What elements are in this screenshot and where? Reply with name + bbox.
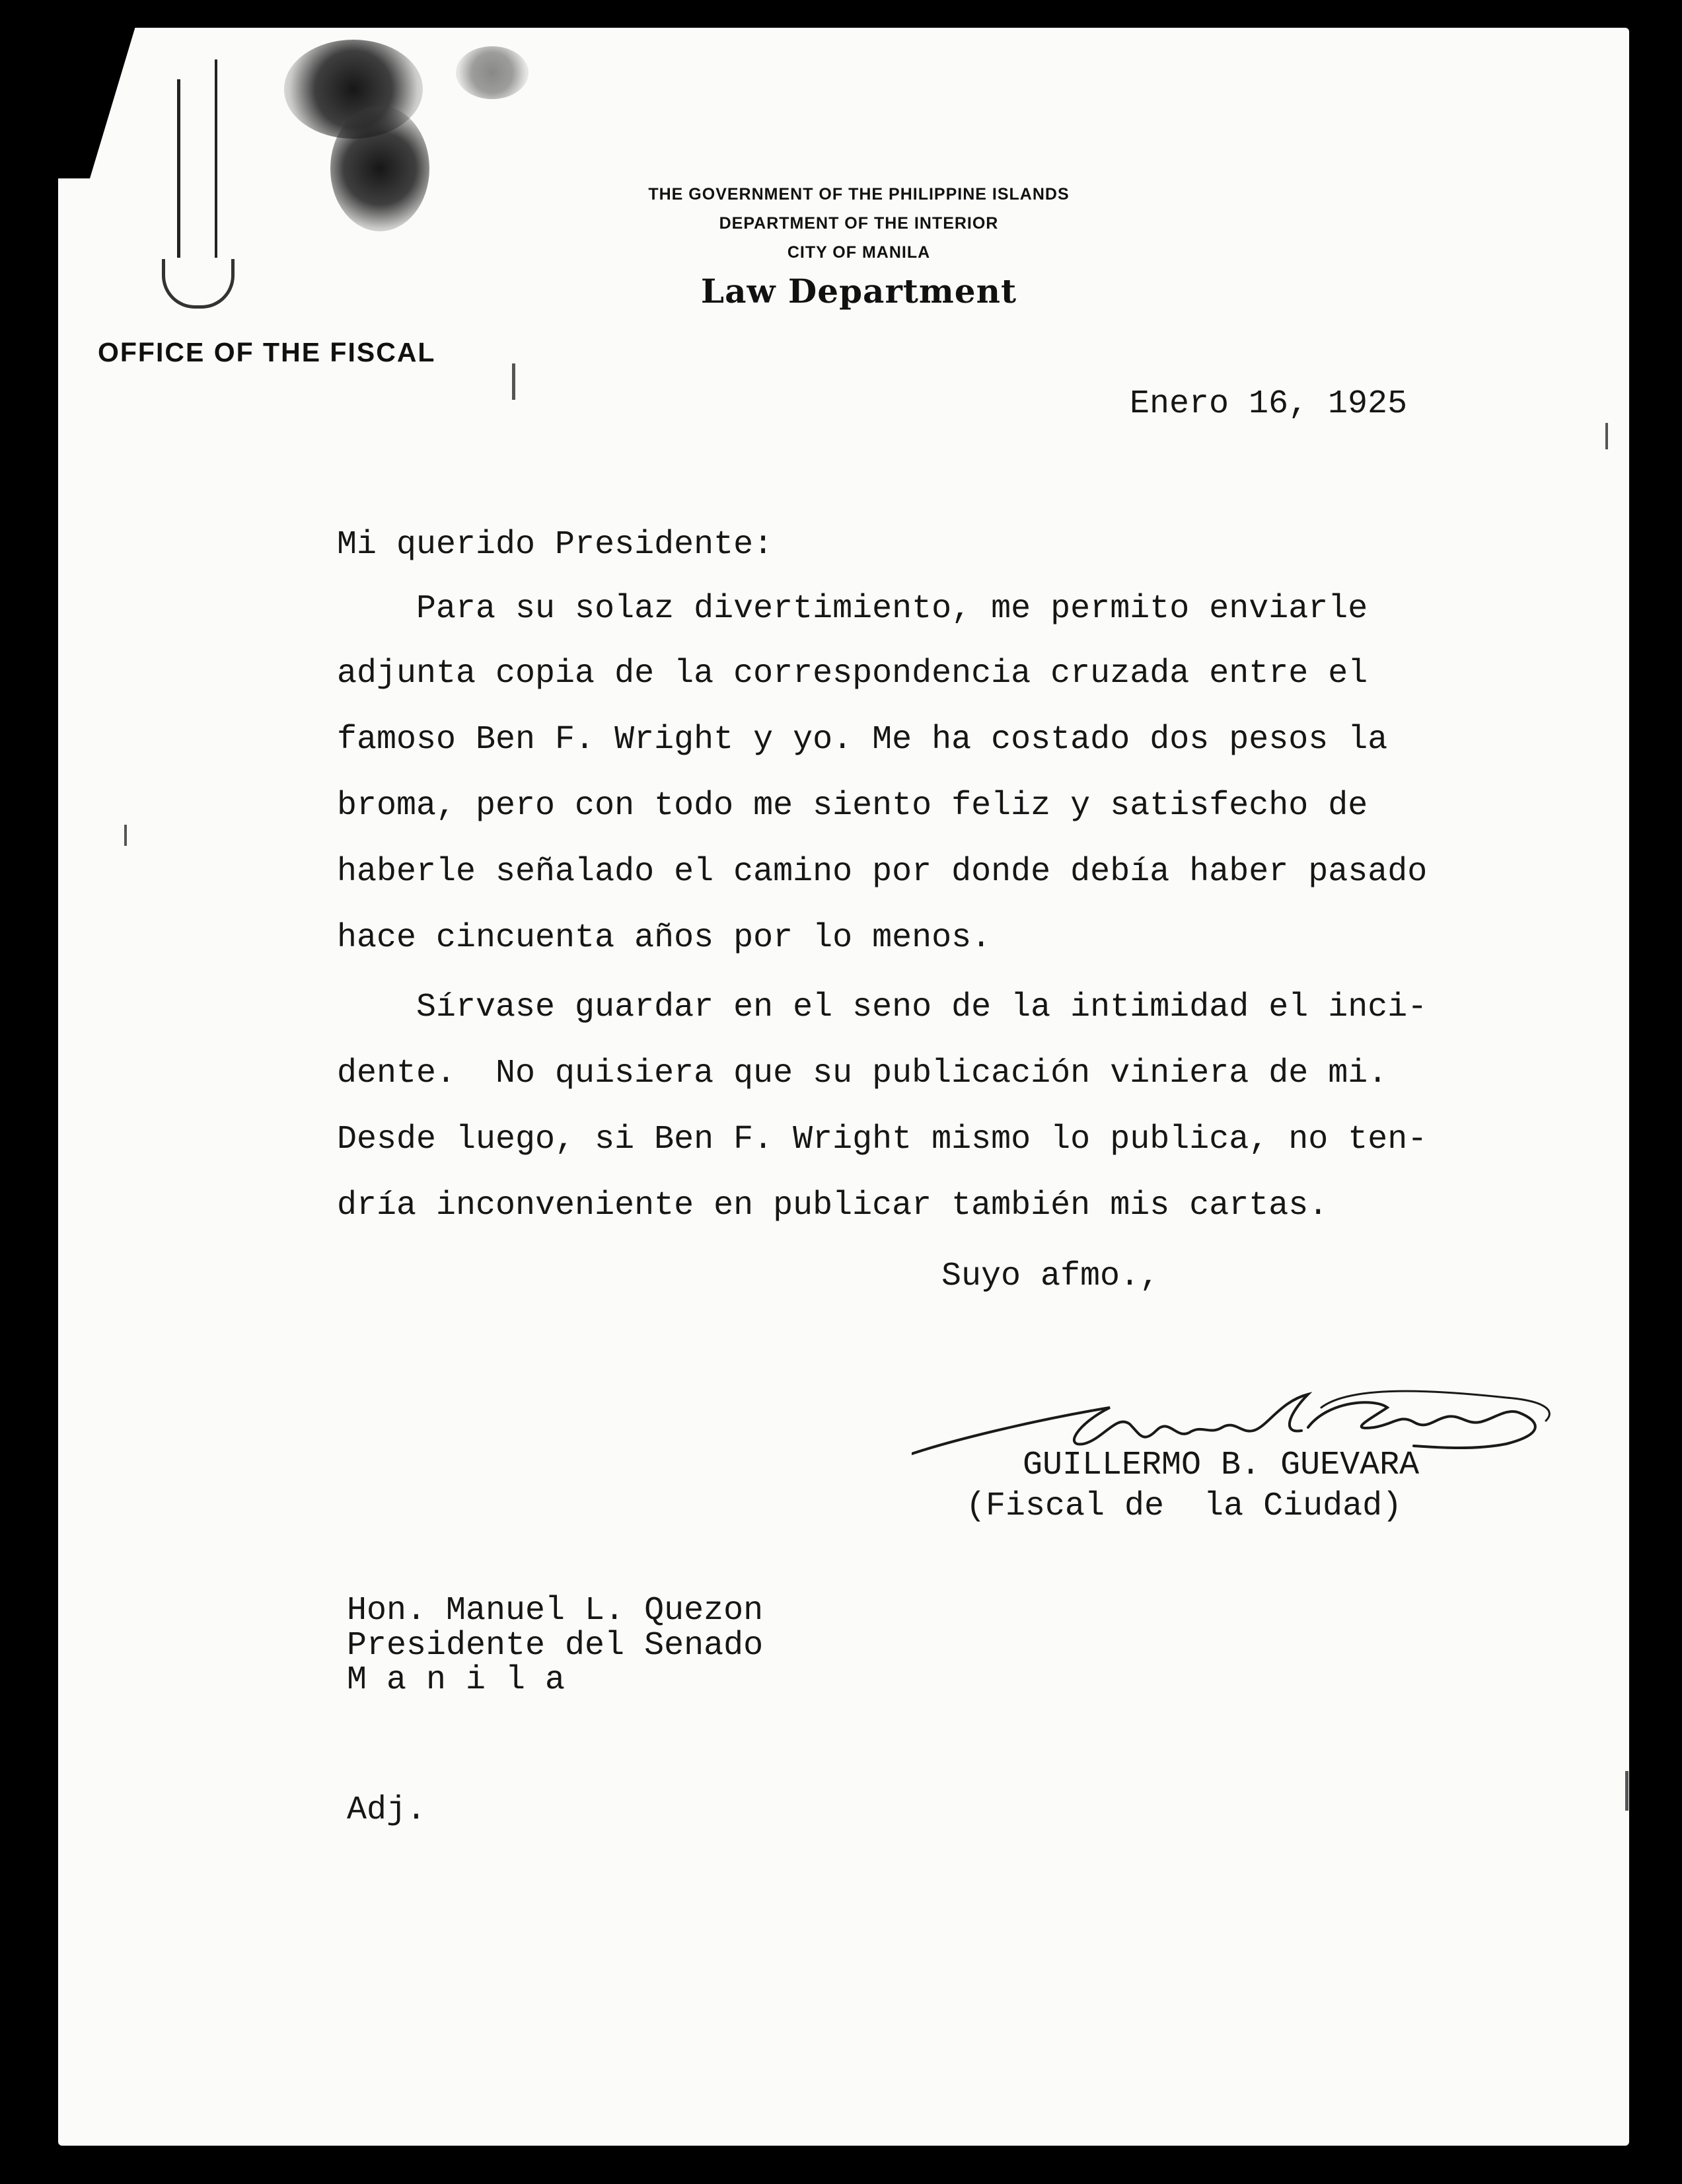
body-line: haberle señalado el camino por donde debía haber pasado	[337, 853, 1428, 891]
letterhead-department: DEPARTMENT OF THE INTERIOR	[719, 214, 999, 233]
body-line: dente. No quisiera que su publicación viniera de mi.	[337, 1055, 1388, 1092]
letter-date: Enero 16, 1925	[1130, 385, 1408, 423]
ink-stain	[456, 46, 529, 99]
letterhead	[581, 180, 1136, 316]
body-line: Para su solaz divertimiento, me permito enviarle	[337, 590, 1368, 628]
letterhead-government: THE GOVERNMENT OF THE PHILIPPINE ISLANDS	[648, 185, 1070, 204]
letterhead-city: CITY OF MANILA	[787, 243, 931, 262]
body-line: Sírvase guardar en el seno de la intimidad el inci-	[337, 989, 1428, 1026]
office-heading: OFFICE OF THE FISCAL	[98, 337, 436, 367]
salutation: Mi querido Presidente:	[337, 526, 774, 564]
margin-mark	[124, 825, 127, 846]
body-line: adjunta copia de la correspondencia cruzada entre el	[337, 655, 1368, 693]
margin-mark	[512, 363, 515, 400]
recipient-city: M a n i l a	[347, 1661, 566, 1699]
fold-mark	[177, 79, 180, 258]
body-line: famoso Ben F. Wright y yo. Me ha costado dos pesos la	[337, 721, 1388, 759]
closing: Suyo afmo.,	[941, 1258, 1160, 1295]
recipient-position: Presidente del Senado	[347, 1627, 764, 1665]
body-line: hace cincuenta años por lo menos.	[337, 919, 992, 957]
signer-title: (Fiscal de la Ciudad)	[966, 1487, 1403, 1525]
fold-mark	[215, 59, 217, 258]
body-line: Desde luego, si Ben F. Wright mismo lo publica, no ten-	[337, 1121, 1428, 1158]
signer-name: GUILLERMO B. GUEVARA	[1023, 1447, 1420, 1484]
ink-stain	[330, 106, 429, 231]
enclosure-note: Adj.	[347, 1791, 427, 1829]
recipient-name: Hon. Manuel L. Quezon	[347, 1592, 764, 1630]
margin-mark	[1625, 1771, 1628, 1811]
margin-mark	[1605, 423, 1608, 449]
body-line: broma, pero con todo me siento feliz y satisfecho de	[337, 787, 1368, 825]
body-line: dría inconveniente en publicar también mis cartas.	[337, 1187, 1329, 1224]
letterhead-division: Law Department	[700, 272, 1017, 311]
